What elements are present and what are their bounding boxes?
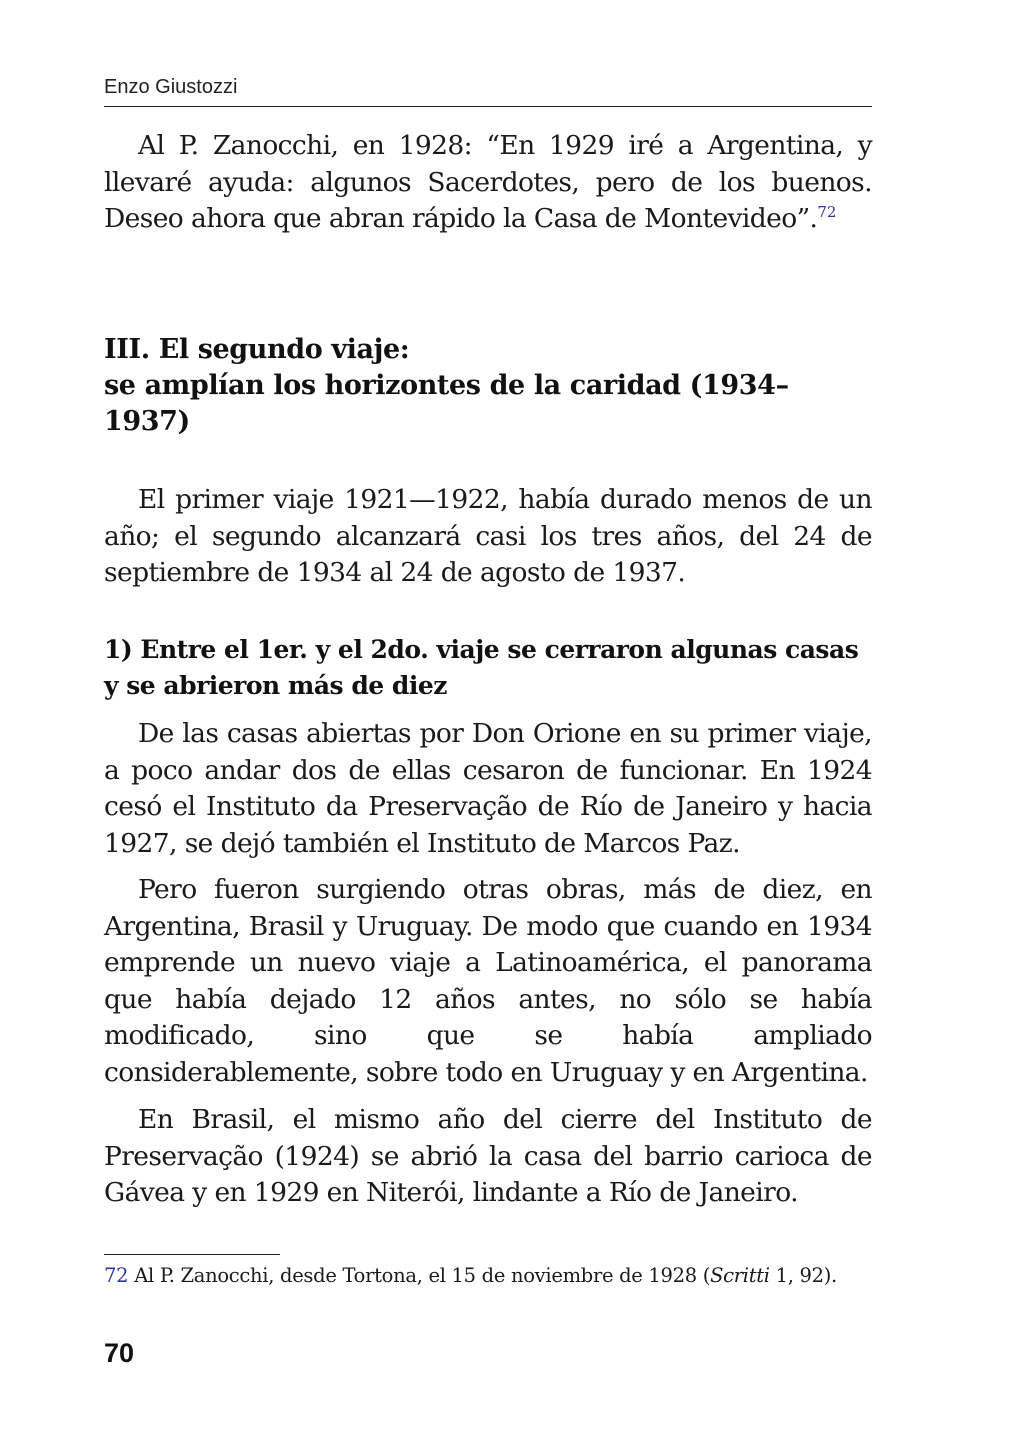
paragraph-brasil: En Brasil, el mismo año del cierre del Instituto de Preservação (1924) se abrió la casa del barrio carioca de Gávea y en 1929 en Niterói, lindante a Río de Janeiro. <box>104 1104 872 1208</box>
intro-paragraph-text: Al P. Zanocchi, en 1928: “En 1929 iré a Argentina, y llevaré ayuda: algunos Sacerdotes, pero de los buenos. Deseo ahora que abran rápido la Casa de Montevideo”. <box>104 130 872 234</box>
book-page <box>104 0 872 1453</box>
paragraph-new-works: Pero fueron surgiendo otras obras, más de diez, en Argentina, Brasil y Uruguay. De modo que cuando en 1934 emprende un nuevo viaje a Latinoamérica, el panorama que había dejado 12 años antes, no sólo se había modificado, sino que se había ampliado considerablemente, sobre todo en Uruguay y en Argentina. <box>104 874 872 1088</box>
section-heading-line1: III. El segundo viaje: <box>104 334 410 365</box>
footnote-number: 72 <box>104 1264 129 1287</box>
footnote-text: Al P. Zanocchi, desde Tortona, el 15 de noviembre de 1928 ( <box>134 1264 711 1287</box>
section-paragraph: El primer viaje 1921—1922, había durado menos de un año; el segundo alcanzará casi los tres años, del 24 de septiembre de 1934 al 24 de agosto de 1937. <box>104 484 872 588</box>
paragraph-closed-houses: De las casas abiertas por Don Orione en su primer viaje, a poco andar dos de ellas cesaron de funcionar. En 1924 cesó el Instituto da Preservação de Río de Janeiro y hacia 1927, se dejó también el Instituto de Marcos Paz. <box>104 718 872 859</box>
intro-paragraph <box>104 128 872 238</box>
subsection-heading: 1) Entre el 1er. y el 2do. viaje se cerraron algunas casas y se abrieron más de diez <box>104 635 859 700</box>
section-heading <box>104 332 872 440</box>
page-number: 70 <box>104 1338 135 1368</box>
footnote-reference-72[interactable]: 72 <box>817 203 837 222</box>
footnote-citation: Scritti <box>710 1264 770 1287</box>
footnote-72 <box>104 1262 872 1290</box>
section-heading-line2: se amplían los horizontes de la caridad (1934–1937) <box>104 370 789 437</box>
running-head: Enzo Giustozzi <box>104 76 238 98</box>
header-rule <box>104 106 872 107</box>
footnote-rule <box>104 1254 280 1255</box>
footnote-text-after: 1, 92). <box>769 1264 837 1287</box>
